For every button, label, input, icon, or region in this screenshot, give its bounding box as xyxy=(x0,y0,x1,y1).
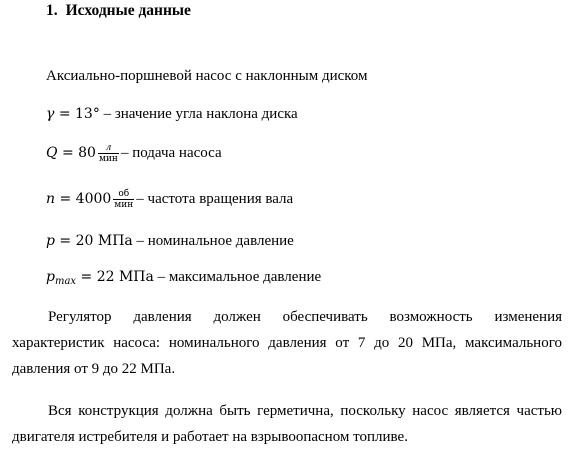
param-pressure xyxy=(46,233,294,250)
param-flow xyxy=(46,143,222,164)
param-gamma xyxy=(46,106,298,123)
section-number: 1. xyxy=(46,2,58,19)
speed-unit-denominator: мин xyxy=(114,200,134,210)
pump-type-line: Аксиально-поршневой насос с наклонным диском xyxy=(46,68,368,84)
section-title: Исходные данные xyxy=(65,2,191,19)
speed-symbol: n xyxy=(46,190,56,207)
pressure-symbol: p xyxy=(46,233,55,249)
pmax-subscript: max xyxy=(54,276,77,287)
speed-unit-fraction xyxy=(113,189,134,210)
flow-unit-denominator: мин xyxy=(98,154,118,164)
flow-description: – подача насоса xyxy=(120,144,222,161)
flow-unit-numerator: л xyxy=(98,143,119,154)
pmax-symbol: p xyxy=(46,269,55,285)
gamma-description: – значение угла наклона диска xyxy=(103,106,298,122)
flow-unit-fraction xyxy=(98,143,119,164)
regulator-text: Регулятор давления должен обеспечивать возможность изменения характеристик насоса: номинального давления от 7 до 20 МПа, максимального давления от 9 до 22 МПа. xyxy=(12,309,562,377)
speed-value: = 4000 xyxy=(59,190,112,207)
param-speed xyxy=(46,189,293,210)
speed-description: – частота вращения вала xyxy=(136,190,294,207)
param-pmax xyxy=(46,269,321,287)
flow-value: = 80 xyxy=(61,144,96,161)
pressure-value: = 20 МПа xyxy=(59,233,133,249)
flow-symbol: Q xyxy=(46,144,58,161)
gamma-value: = 13° xyxy=(58,106,100,122)
section-heading xyxy=(46,2,191,20)
sealed-text: Вся конструкция должна быть герметична, поскольку насос является частью двигателя истребителя и работает на взрывоопасном топливе. xyxy=(12,403,562,445)
regulator-paragraph xyxy=(12,304,562,382)
pmax-description: – максимальное давление xyxy=(157,269,322,285)
pmax-value: = 22 МПа xyxy=(80,269,154,285)
sealed-paragraph xyxy=(12,398,562,450)
speed-unit-numerator: об xyxy=(113,189,134,200)
pressure-description: – номинальное давление xyxy=(136,233,294,249)
gamma-symbol: γ xyxy=(46,106,55,122)
